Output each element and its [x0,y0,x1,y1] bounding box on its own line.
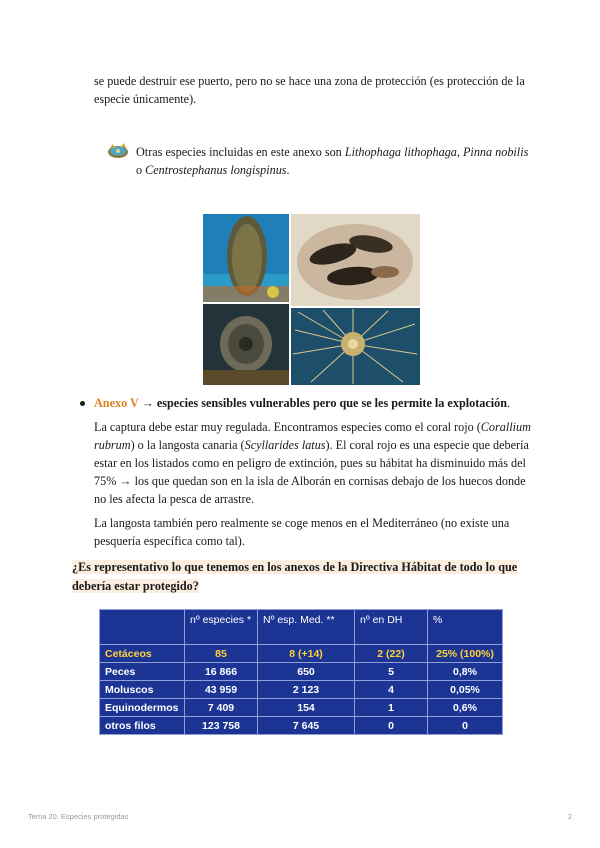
table-cell: Equinodermos [100,699,185,717]
species-photo-collage [203,214,420,385]
page-number: 2 [567,812,572,821]
bullet-dot [80,401,85,406]
table-cell: Cetáceos [100,645,185,663]
species-corallium: Corallium rubrum [94,420,531,452]
footer-title: Tema 20. Especies protegidas [28,812,129,821]
table-cell: 16 866 [185,663,258,681]
table-cell: 5 [355,663,428,681]
table-cell: 85 [185,645,258,663]
photo-long-spined-urchin [291,308,420,385]
species-table [99,609,503,735]
table-cell: 0,6% [428,699,503,717]
table-cell: Moluscos [100,681,185,699]
anexo-label: Anexo V [94,396,139,410]
table-cell: 650 [258,663,355,681]
table-cell: 8 (+14) [258,645,355,663]
table-cell: 25% (100%) [428,645,503,663]
table-header: % [428,610,503,645]
anexo-description: especies sensibles vulnerables pero que se les permite la explotación [156,396,508,410]
species-centrostephanus: Centrostephanus longispinus [145,163,287,177]
table-header: nº en DH [355,610,428,645]
table-cell: 7 645 [258,717,355,735]
paragraph-langosta: La langosta también pero realmente se coge menos en el Mediterráneo (no existe una pesquería específica como tal). [94,516,510,548]
table-row [100,645,503,663]
table-cell: 2 (22) [355,645,428,663]
species-pinna: Pinna nobilis [462,145,529,159]
table-row [100,663,503,681]
table-cell: 0,05% [428,681,503,699]
note-paragraph: Otras especies incluidas en este anexo son Lithophaga lithophaga, Pinna nobilis o Centrostephanus longispinus. [136,145,529,177]
table-cell: 154 [258,699,355,717]
paragraph-intro: se puede destruir ese puerto, pero no se hace una zona de protección (es protección de la especie únicamente). [94,74,525,106]
table-cell: 4 [355,681,428,699]
species-lithophaga: Lithophaga lithophaga [344,145,457,159]
table-cell: 43 959 [185,681,258,699]
species-scyllarides: Scyllarides latus [244,438,326,452]
table-cell: 7 409 [185,699,258,717]
question-heading: ¿Es representativo lo que tenemos en los anexos de la Directiva Hábitat de todo lo que debería estar protegido? [72,560,518,593]
table-row [100,699,503,717]
table-cell: 0,8% [428,663,503,681]
photo-date-mussels [291,214,420,306]
photo-pinna [203,304,289,385]
table-header [100,610,185,645]
table-cell: otros filos [100,717,185,735]
table-cell: 1 [355,699,428,717]
table-header: Nº esp. Med. ** [258,610,355,645]
paragraph-captura: La captura debe estar muy regulada. Encontramos especies como el coral rojo (Corallium rubrum) o la langosta canaria (Scyllarides latus). El coral rojo es una especie que debería estar en los listados como en peligro de extinción, pues su hábitat ha disminuido más del 75% → los que quedan son en la isla de Alborán en cornisas debajo de los huecos donde no les afecta la pesca de arrastre. [94,420,531,506]
photo-bivalve-reef [203,214,289,302]
table-header: nº especies * [185,610,258,645]
table-cell: 0 [428,717,503,735]
table-cell: 0 [355,717,428,735]
table-row [100,717,503,735]
table-cell: 2 123 [258,681,355,699]
table-header-row [100,610,503,645]
table-cell: Peces [100,663,185,681]
note-icon [106,142,130,160]
table-row [100,681,503,699]
table-cell: 123 758 [185,717,258,735]
